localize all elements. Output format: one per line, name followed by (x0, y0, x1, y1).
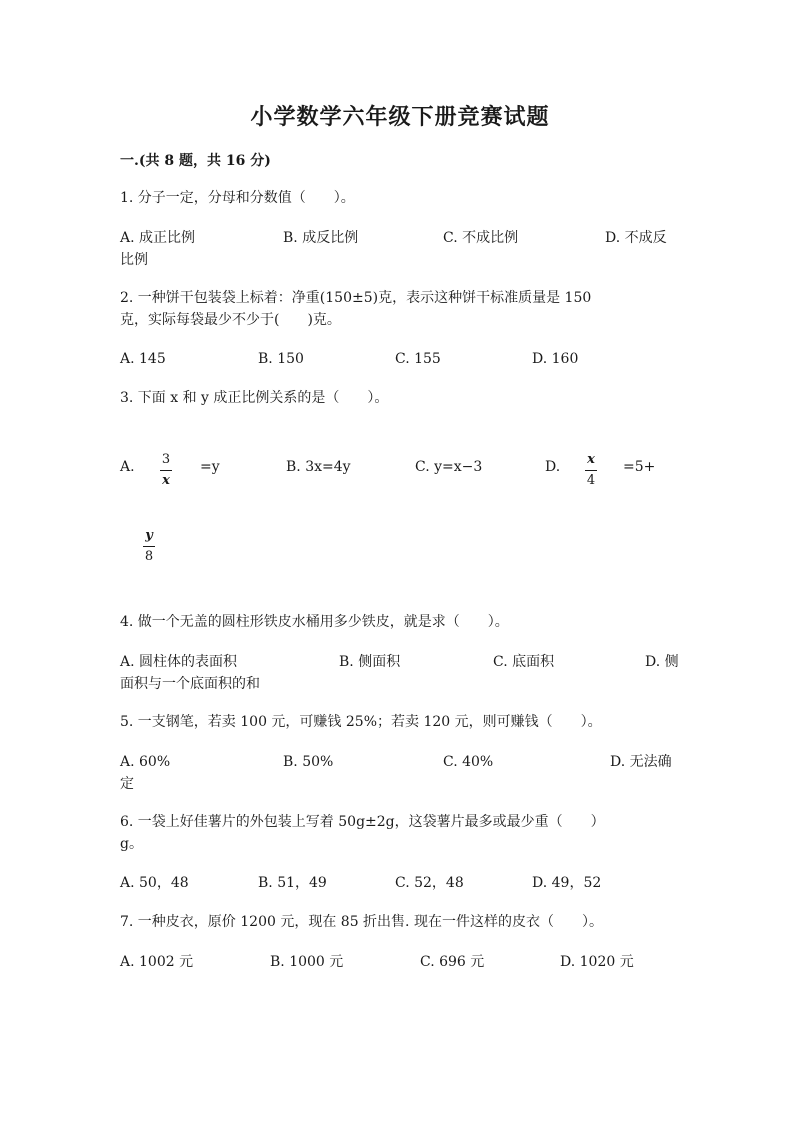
option-a: A. 1002 元 (120, 954, 194, 970)
option-d-rest: =5+ (623, 459, 656, 475)
option-b: B. 3x=4y (286, 459, 351, 475)
question-stem: 1. 分子一定，分母和分数值（ ）。 (120, 190, 355, 206)
option-d-wrap: 面积与一个底面积的和 (120, 676, 260, 692)
option-c: C. 40% (443, 754, 494, 770)
option-b: B. 侧面积 (339, 654, 401, 670)
option-a-rest: =y (200, 459, 220, 475)
option-d: D. 不成反 (605, 230, 667, 246)
fraction-denominator: 8 (144, 549, 154, 564)
option-d-label: D. (545, 459, 561, 475)
exam-title: 小学数学六年级下册竞赛试题 (250, 104, 550, 130)
option-b: B. 成反比例 (283, 230, 359, 246)
question-stem: 7. 一种皮衣，原价 1200 元，现在 85 折出售. 现在一件这样的皮衣（ ）。 (120, 914, 603, 930)
section-heading: 一.(共 8 题，共 16 分) (120, 153, 271, 169)
option-d: D. 160 (532, 351, 579, 367)
option-b: B. 51，49 (258, 875, 327, 891)
option-a: A. 成正比例 (120, 230, 196, 246)
option-b: B. 150 (258, 351, 304, 367)
option-c: C. 52，48 (395, 875, 464, 891)
question-stem: 2. 一种饼干包装袋上标着：净重(150±5)克，表示这种饼干标准质量是 150 (120, 290, 592, 306)
option-d-wrap: 比例 (120, 252, 148, 268)
fraction-numerator: y (145, 528, 153, 543)
question-stem: 4. 做一个无盖的圆柱形铁皮水桶用多少铁皮，就是求（ ）。 (120, 614, 509, 630)
option-b: B. 50% (283, 754, 334, 770)
fraction-denominator: x (162, 473, 170, 488)
fraction-bar (585, 470, 597, 471)
option-a-label: A. (120, 459, 135, 475)
option-c: C. 底面积 (493, 654, 555, 670)
question-stem: 3. 下面 x 和 y 成正比例关系的是（ ）。 (120, 390, 389, 406)
fraction-numerator: 3 (161, 452, 171, 467)
question-stem-line-2: g。 (120, 836, 143, 852)
question-stem: 6. 一袋上好佳薯片的外包装上写着 50g±2g，这袋薯片最多或最少重（ ） (120, 814, 605, 830)
option-d: D. 49，52 (532, 875, 602, 891)
option-c: C. 696 元 (420, 954, 485, 970)
option-b: B. 1000 元 (270, 954, 344, 970)
fraction-bar (143, 546, 155, 547)
question-stem-line-2: 克，实际每袋最少不少于( )克。 (120, 312, 341, 328)
option-c: C. y=x−3 (415, 459, 483, 475)
option-a: A. 145 (120, 351, 166, 367)
option-d: D. 1020 元 (560, 954, 634, 970)
fraction-numerator: x (587, 452, 595, 467)
option-a: A. 50，48 (120, 875, 189, 891)
fraction-bar (160, 470, 172, 471)
option-d: D. 无法确 (610, 754, 672, 770)
fraction-y-over-8 (143, 528, 155, 564)
option-d: D. 侧 (645, 654, 679, 670)
option-d-wrap: 定 (120, 776, 134, 792)
option-a: A. 圆柱体的表面积 (120, 654, 238, 670)
fraction-3-over-x (160, 452, 172, 488)
option-a: A. 60% (120, 754, 171, 770)
fraction-x-over-4 (585, 452, 597, 488)
option-c: C. 155 (395, 351, 441, 367)
option-c: C. 不成比例 (443, 230, 519, 246)
question-stem: 5. 一支钢笔，若卖 100 元，可赚钱 25%；若卖 120 元，则可赚钱（ ）。 (120, 714, 602, 730)
fraction-denominator: 4 (586, 473, 596, 488)
